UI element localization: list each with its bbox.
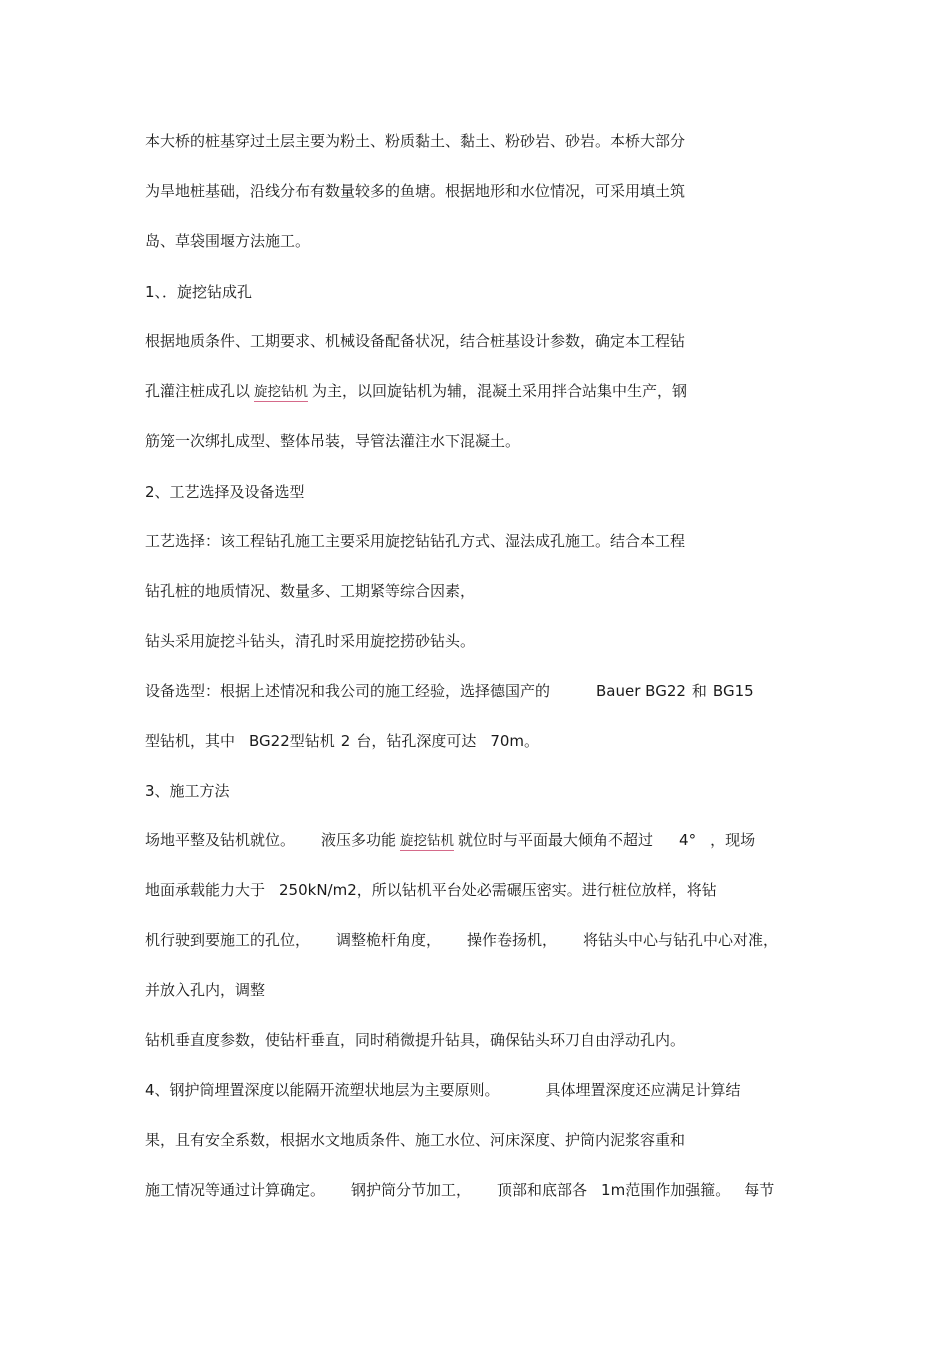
paragraph-line xyxy=(145,1030,685,1050)
paragraph-line xyxy=(145,631,475,651)
text-run: 1m xyxy=(601,1181,626,1199)
text-run: 钻孔桩的地质情况、数量多、工期紧等综合因素， xyxy=(145,582,476,600)
text-run: 施工情况等通过计算确定。 xyxy=(145,1181,326,1199)
section-heading xyxy=(145,781,230,801)
text-run: 为主，以回旋钻机为辅，混凝土采用拌合站集中生产，钢 xyxy=(312,382,688,400)
text-run: 为旱地桩基础，沿线分布有数量较多的鱼塘。根据地形和水位情况，可采用填土筑 xyxy=(145,182,686,200)
text-run: 型钻机，其中 xyxy=(145,732,236,750)
text-run: 并放入孔内，调整 xyxy=(145,981,266,999)
text-run: 场地平整及钻机就位。 xyxy=(145,831,296,849)
text-run: 筋笼一次绑扎成型、整体吊装，导管法灌注水下混凝土。 xyxy=(145,432,521,450)
text-run: 本大桥的桩基穿过土层主要为粉土、粉质黏土、黏土、粉砂岩、砂岩。本桥大部分 xyxy=(145,132,686,150)
text-run: 操作卷扬机， xyxy=(467,931,558,949)
underlined-term: 旋挖钻机 xyxy=(400,833,455,849)
text-run: 液压多功能 xyxy=(321,831,397,849)
paragraph-line xyxy=(145,531,685,551)
paragraph-line xyxy=(145,181,685,201)
text-run: 钻机垂直度参数，使钻杆垂直，同时稍微提升钻具，确保钻头环刀自由浮动孔内。 xyxy=(145,1031,686,1049)
text-run: 孔灌注桩成孔以 xyxy=(145,382,251,400)
paragraph-line xyxy=(145,581,475,601)
text-run: 台，钻孔深度可达 xyxy=(356,732,477,750)
paragraph-line xyxy=(145,1130,685,1150)
heading-text: 1、．旋挖钻成孔 xyxy=(145,283,253,301)
text-run: 4° xyxy=(679,831,697,849)
paragraph-line xyxy=(145,131,685,151)
section-heading xyxy=(145,282,252,302)
text-run: 岛、草袋围堰方法施工。 xyxy=(145,232,311,250)
text-run: 钻头采用旋挖斗钻头，清孔时采用旋挖捞砂钻头。 xyxy=(145,632,476,650)
text-run: 地面承载能力大于 xyxy=(145,881,266,899)
paragraph-line xyxy=(145,381,687,402)
paragraph-line xyxy=(145,431,520,451)
text-run: 根据地质条件、工期要求、机械设备配备状况，结合桩基设计参数，确定本工程钻 xyxy=(145,332,686,350)
underlined-term: 旋挖钻机 xyxy=(254,384,309,400)
text-run: 机行驶到要施工的孔位， xyxy=(145,931,311,949)
paragraph-line xyxy=(145,930,778,950)
paragraph-line xyxy=(145,231,310,251)
paragraph-line xyxy=(145,880,717,900)
text-run: 具体埋置深度还应满足计算结 xyxy=(545,1081,741,1099)
section-heading xyxy=(145,482,305,502)
text-run: 每节 xyxy=(744,1181,775,1199)
text-run: ，现场 xyxy=(710,831,756,849)
text-run: 4、钢护筒埋置深度以能隔开流塑状地层为主要原则。 xyxy=(145,1081,500,1099)
heading-text: 2、工艺选择及设备选型 xyxy=(145,483,305,501)
text-run: 果，且有安全系数，根据水文地质条件、施工水位、河床深度、护筒内泥浆容重和 xyxy=(145,1131,686,1149)
text-run: BG15 xyxy=(712,682,754,700)
paragraph-line xyxy=(145,681,754,701)
paragraph-line xyxy=(145,1180,774,1200)
text-run: 就位时与平面最大倾角不超过 xyxy=(458,831,654,849)
heading-text: 3、施工方法 xyxy=(145,782,230,800)
text-run: BG22型钻机 xyxy=(249,732,335,750)
paragraph-line xyxy=(145,731,539,751)
text-run: 70m。 xyxy=(490,732,540,750)
paragraph-line xyxy=(145,830,755,851)
text-run: Bauer BG22 xyxy=(596,682,686,700)
text-run: 顶部和底部各 xyxy=(497,1181,588,1199)
text-run: 将钻头中心与钻孔中心对准， xyxy=(583,931,779,949)
text-run: 工艺选择：该工程钻孔施工主要采用旋挖钻钻孔方式、湿法成孔施工。结合本工程 xyxy=(145,532,686,550)
text-run: 调整桅杆角度， xyxy=(336,931,442,949)
text-run: 钢护筒分节加工， xyxy=(351,1181,472,1199)
paragraph-line xyxy=(145,980,265,1000)
paragraph-line xyxy=(145,331,685,351)
text-run: 250kN/m2， xyxy=(279,881,372,899)
text-run: 2 xyxy=(340,732,351,750)
text-run: 所以钻机平台处必需碾压密实。进行桩位放样，将钻 xyxy=(371,881,717,899)
text-run: 范围作加强箍。 xyxy=(625,1181,731,1199)
paragraph-line xyxy=(145,1080,741,1100)
text-run: 设备选型：根据上述情况和我公司的施工经验，选择德国产的 xyxy=(145,682,551,700)
text-run: 和 xyxy=(691,682,707,700)
